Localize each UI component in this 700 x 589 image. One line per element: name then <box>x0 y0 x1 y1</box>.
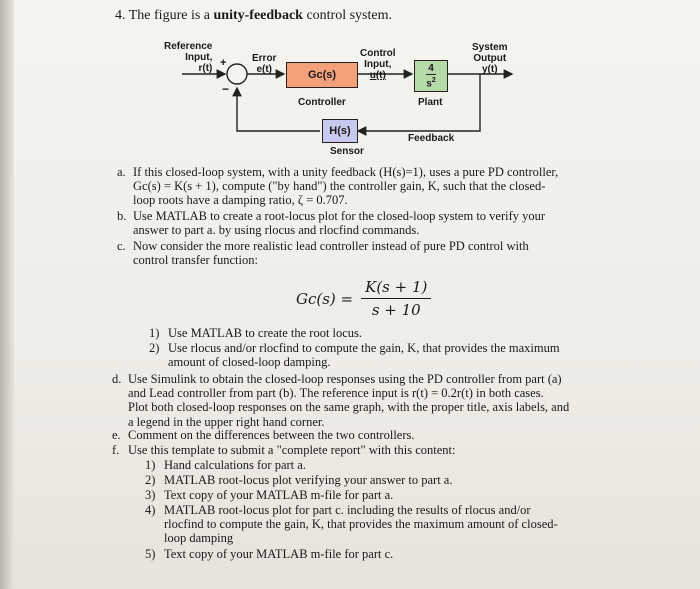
control-input-label: Control Input, u(t) <box>360 48 396 81</box>
part-c-item-2: 2) Use rlocus and/or rlocfind to compute the gain, K, that provides the maximum amount of closed-loop damping. <box>149 341 560 370</box>
plus-sign: + <box>220 57 227 69</box>
plant-numerator: 4 <box>428 62 434 74</box>
intro-text-end: control system. <box>302 8 392 23</box>
part-a: a. If this closed-loop system, with a unity feedback (H(s)=1), uses a pure PD controller, Gc(s) = K(s + 1), compute ("by hand") the controller gain, K, such that the closed- loop roots have a damping ratio, ζ = 0.707. <box>117 165 559 208</box>
sensor-caption: Sensor <box>330 146 364 157</box>
part-d: d. Use Simulink to obtain the closed-loop responses using the PD controller from part (a) and Lead controller from part (b). The reference input is r(t) = 0.2r(t) in both cases. Plot both closed-loop responses on the same graph, with the proper title, axis labels, and a legend in the upper right hand corner. <box>112 372 570 429</box>
question-title <box>115 8 392 24</box>
part-f-item-2: 2) MATLAB root-locus plot verifying your answer to part a. <box>145 473 453 487</box>
error-label: Error e(t) <box>252 53 277 75</box>
plant-block <box>414 60 448 92</box>
part-f-item-5: 5) Text copy of your MATLAB m-file for part c. <box>145 547 394 561</box>
part-f-item-4: 4) MATLAB root-locus plot for part c. including the results of rlocus and/or rlocfind to compute the gain, K, that provides the maximum amount of closed- loop damping <box>145 503 558 546</box>
equation-numerator: K(s + 1) <box>361 278 431 299</box>
sensor-block: H(s) <box>322 119 358 143</box>
part-f-item-1: 1) Hand calculations for part a. <box>145 458 306 472</box>
part-c-item-1: 1) Use MATLAB to create the root locus. <box>149 326 363 340</box>
controller-block: Gc(s) <box>286 62 358 88</box>
equation-denominator: s + 10 <box>371 301 421 319</box>
reference-label: Reference Input, r(t) <box>164 41 213 74</box>
plant-caption: Plant <box>418 97 443 108</box>
transfer-function-equation: Gc(s) = $\frac{K(s + 1)}{s + 10}$ <box>296 278 431 319</box>
controller-caption: Controller <box>298 97 346 108</box>
part-f-item-3: 3) Text copy of your MATLAB m-file for part a. <box>145 488 394 502</box>
part-c: c. Now consider the more realistic lead controller instead of pure PD control with control transfer function: <box>117 239 529 268</box>
block-diagram <box>160 36 530 166</box>
plant-denominator: $s^2$ <box>426 76 436 90</box>
page-edge-shadow <box>0 0 14 589</box>
intro-bold: unity-feedback <box>213 8 303 23</box>
part-e: e. Comment on the differences between the two controllers. <box>112 428 415 442</box>
feedback-line-left <box>237 88 320 131</box>
part-f: f. Use this template to submit a "complete report" with this content: <box>112 443 456 457</box>
part-b: b. Use MATLAB to create a root-locus plot for the closed-loop system to verify your answer to part a. by using rlocus and rlocfind commands. <box>117 209 546 238</box>
summing-junction <box>227 64 247 84</box>
minus-sign: − <box>222 82 230 96</box>
feedback-caption: Feedback <box>408 133 455 144</box>
intro-text: The figure is a <box>128 8 214 23</box>
question-number: 4. <box>115 8 126 23</box>
system-output-label: System Output y(t) <box>472 42 508 75</box>
